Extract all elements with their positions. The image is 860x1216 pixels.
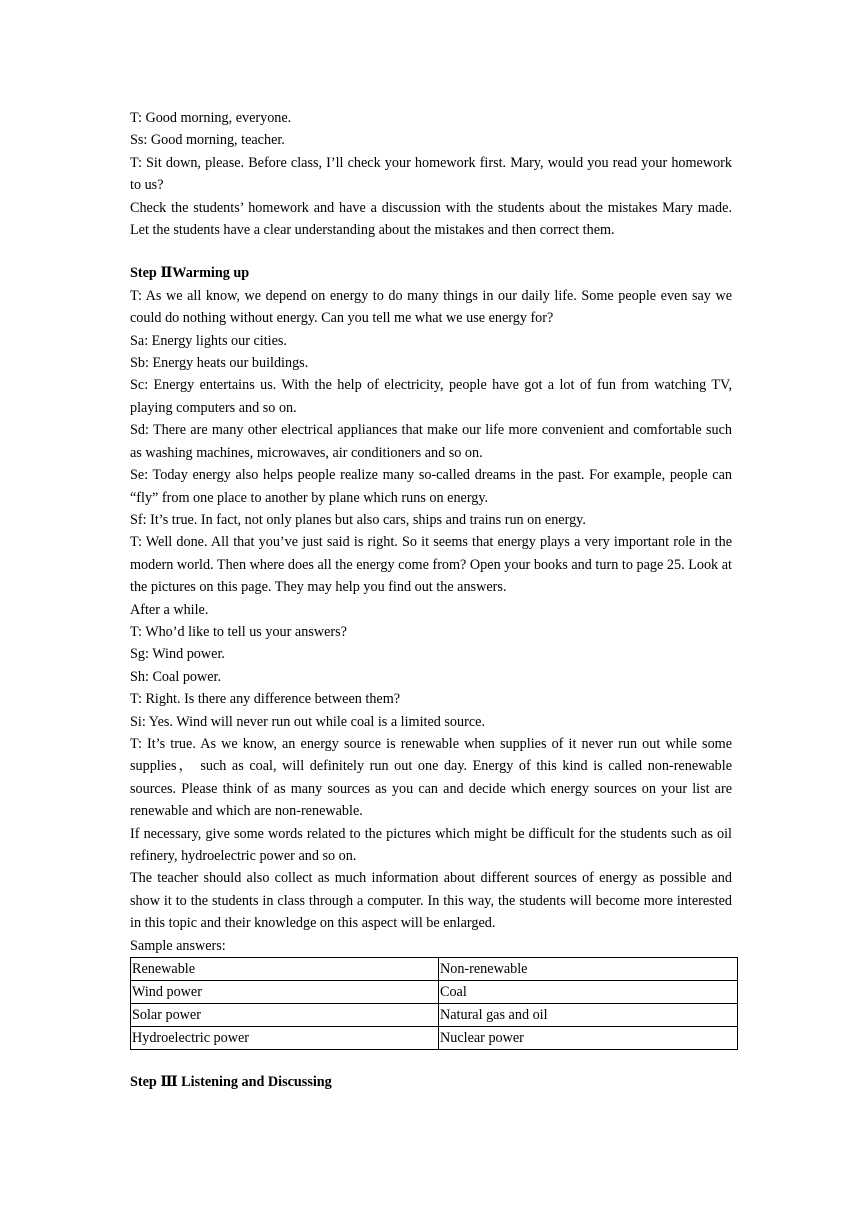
- document-page: [130, 107, 732, 1093]
- table-header-cell: Renewable: [131, 958, 439, 981]
- dialogue-line: T: Who’d like to tell us your answers?: [130, 623, 347, 640]
- instruction-line: After a while.: [130, 601, 209, 618]
- dialogue-line: Ss: Good morning, teacher.: [130, 132, 285, 149]
- instruction-paragraph: The teacher should also collect as much information about different sources of energy as possible and show it to the students in class through a computer. In this way, the students will become more interested in this topic and their knowledge on this aspect will be enlarged.: [130, 870, 732, 932]
- table-row: [131, 1027, 738, 1050]
- dialogue-line: T: Right. Is there any difference between them?: [130, 691, 401, 708]
- table-cell: Coal: [439, 981, 738, 1004]
- instruction-paragraph: Check the students’ homework and have a discussion with the students about the mistakes Mary made. Let the students have a clear understanding about the mistakes and then correct them.: [130, 199, 732, 239]
- spacer: [130, 1050, 732, 1071]
- dialogue-line: Sd: There are many other electrical appliances that make our life more convenient and comfortable such as washing machines, microwaves, air conditioners and so on.: [130, 422, 732, 461]
- dialogue-line: Se: Today energy also helps people realize many so-called dreams in the past. For example, people can “fly” from one place to another by plane which runs on energy.: [130, 467, 732, 506]
- table-cell: Natural gas and oil: [439, 1004, 738, 1027]
- step3-heading: Step Ⅲ Listening and Discussing: [130, 1074, 332, 1091]
- table-header-cell: Non-renewable: [439, 958, 738, 981]
- table-cell: Wind power: [131, 981, 439, 1004]
- intro-section: [130, 107, 732, 241]
- table-row: [131, 981, 738, 1004]
- dialogue-line: Sf: It’s true. In fact, not only planes but also cars, ships and trains run on energy.: [130, 511, 586, 528]
- dialogue-line: Si: Yes. Wind will never run out while coal is a limited source.: [130, 713, 485, 730]
- table-cell: Solar power: [131, 1004, 439, 1027]
- table-cell: Nuclear power: [439, 1027, 738, 1050]
- step2-heading: Step ⅡWarming up: [130, 265, 250, 282]
- step2-section: [130, 262, 732, 1050]
- dialogue-line: T: As we all know, we depend on energy to do many things in our daily life. Some people even say we could do nothing without energy. Can you tell me what we use energy for?: [130, 287, 732, 327]
- dialogue-line: T: Sit down, please. Before class, I’ll check your homework first. Mary, would you read your homework to us?: [130, 154, 732, 194]
- dialogue-line: T: Good morning, everyone.: [130, 110, 292, 126]
- table-row: [131, 1004, 738, 1027]
- dialogue-line: T: Well done. All that you’ve just said is right. So it seems that energy plays a very important role in the modern world. Then where does all the energy come from? Open your books and turn to page 25. Look at the pictures on this page. They may help you find out the answers.: [130, 534, 732, 596]
- instruction-paragraph: If necessary, give some words related to the pictures which might be difficult for the students such as oil refinery, hydroelectric power and so on.: [130, 825, 732, 864]
- spacer: [130, 241, 732, 262]
- dialogue-line: Sa: Energy lights our cities.: [130, 332, 287, 349]
- dialogue-line: Sb: Energy heats our buildings.: [130, 355, 309, 372]
- step3-section: [130, 1071, 732, 1093]
- dialogue-line: Sh: Coal power.: [130, 668, 222, 685]
- sample-answers-table: [130, 957, 738, 1050]
- dialogue-line: Sc: Energy entertains us. With the help of electricity, people have got a lot of fun from watching TV, playing computers and so on.: [130, 377, 732, 416]
- dialogue-line: T: It’s true. As we know, an energy source is renewable when supplies of it never run out while some supplies， such as coal, will definitely run out one day. Energy of this kind is called non-renewable sources. Please think of as many sources as you can and decide which energy sources on your list are renewable and which are non-renewable.: [130, 735, 732, 820]
- table-cell: Hydroelectric power: [131, 1027, 439, 1050]
- table-header-row: [131, 958, 738, 981]
- dialogue-line: Sg: Wind power.: [130, 646, 225, 663]
- sample-answers-label: Sample answers:: [130, 937, 226, 954]
